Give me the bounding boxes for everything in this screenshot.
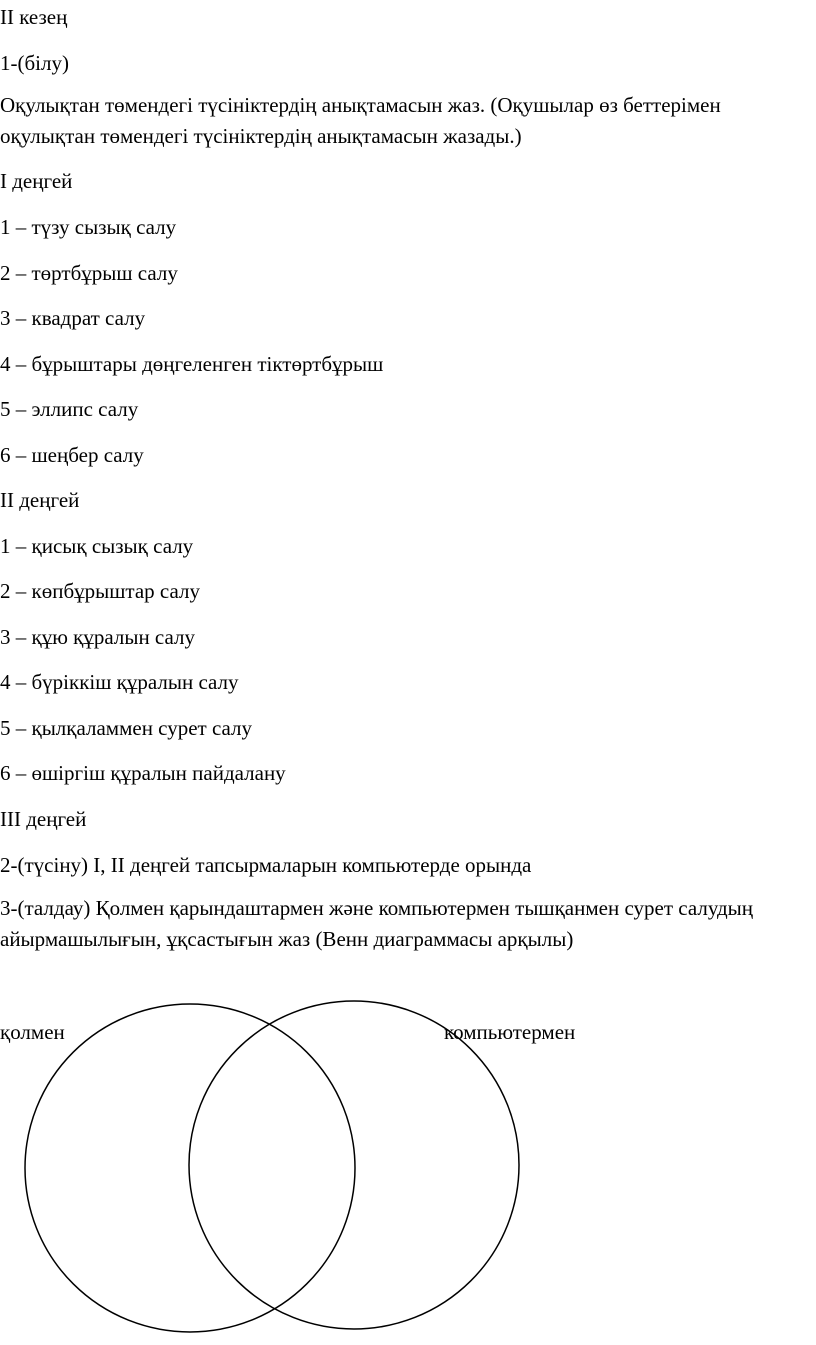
task2-text: 2-(түсіну) І, ІІ деңгей тапсырмаларын компьютерде орында <box>0 853 532 877</box>
level2-item-4: 4 – бүріккіш құралын салу <box>0 670 239 694</box>
venn-circle-left <box>25 1004 355 1332</box>
task1-instruction: Оқулықтан төмендегі түсініктердің анықтамасын жаз. (Оқушылар өз беттерімен оқулықтан төмендегі түсініктердің анықтамасын жазады.) <box>0 93 721 148</box>
level2-heading: ІІ деңгей <box>0 488 80 512</box>
level1-item-3: 3 – квадрат салу <box>0 306 146 330</box>
level2-item-6: 6 – өшіргіш құралын пайдалану <box>0 761 286 785</box>
venn-svg <box>0 990 816 1340</box>
venn-circle-right <box>189 1001 519 1329</box>
level1-item-4: 4 – бұрыштары дөңгеленген тіктөртбұрыш <box>0 352 384 376</box>
level3-heading: ІІІ деңгей <box>0 807 87 831</box>
level1-item-2: 2 – төртбұрыш салу <box>0 261 178 285</box>
stage-heading: II кезең <box>0 5 68 29</box>
level1-item-5: 5 – эллипс салу <box>0 397 139 421</box>
task3-text: 3-(талдау) Қолмен қарындаштармен және компьютермен тышқанмен сурет салудың айырмашылығын, ұқсастығын жаз (Венн диаграммасы арқылы) <box>0 896 754 951</box>
level1-item-6: 6 – шеңбер салу <box>0 443 144 467</box>
level2-item-1: 1 – қисық сызық салу <box>0 534 194 558</box>
level1-item-1: 1 – түзу сызық салу <box>0 215 177 239</box>
level2-item-2: 2 – көпбұрыштар салу <box>0 579 200 603</box>
level2-item-3: 3 – құю құралын салу <box>0 625 195 649</box>
level1-heading: І деңгей <box>0 169 73 193</box>
venn-right-label: компьютермен <box>444 1020 576 1044</box>
venn-diagram <box>0 990 816 1340</box>
level2-item-5: 5 – қылқаламмен сурет салу <box>0 716 253 740</box>
venn-left-label: қолмен <box>0 1020 65 1044</box>
task1-title: 1-(білу) <box>0 51 69 75</box>
